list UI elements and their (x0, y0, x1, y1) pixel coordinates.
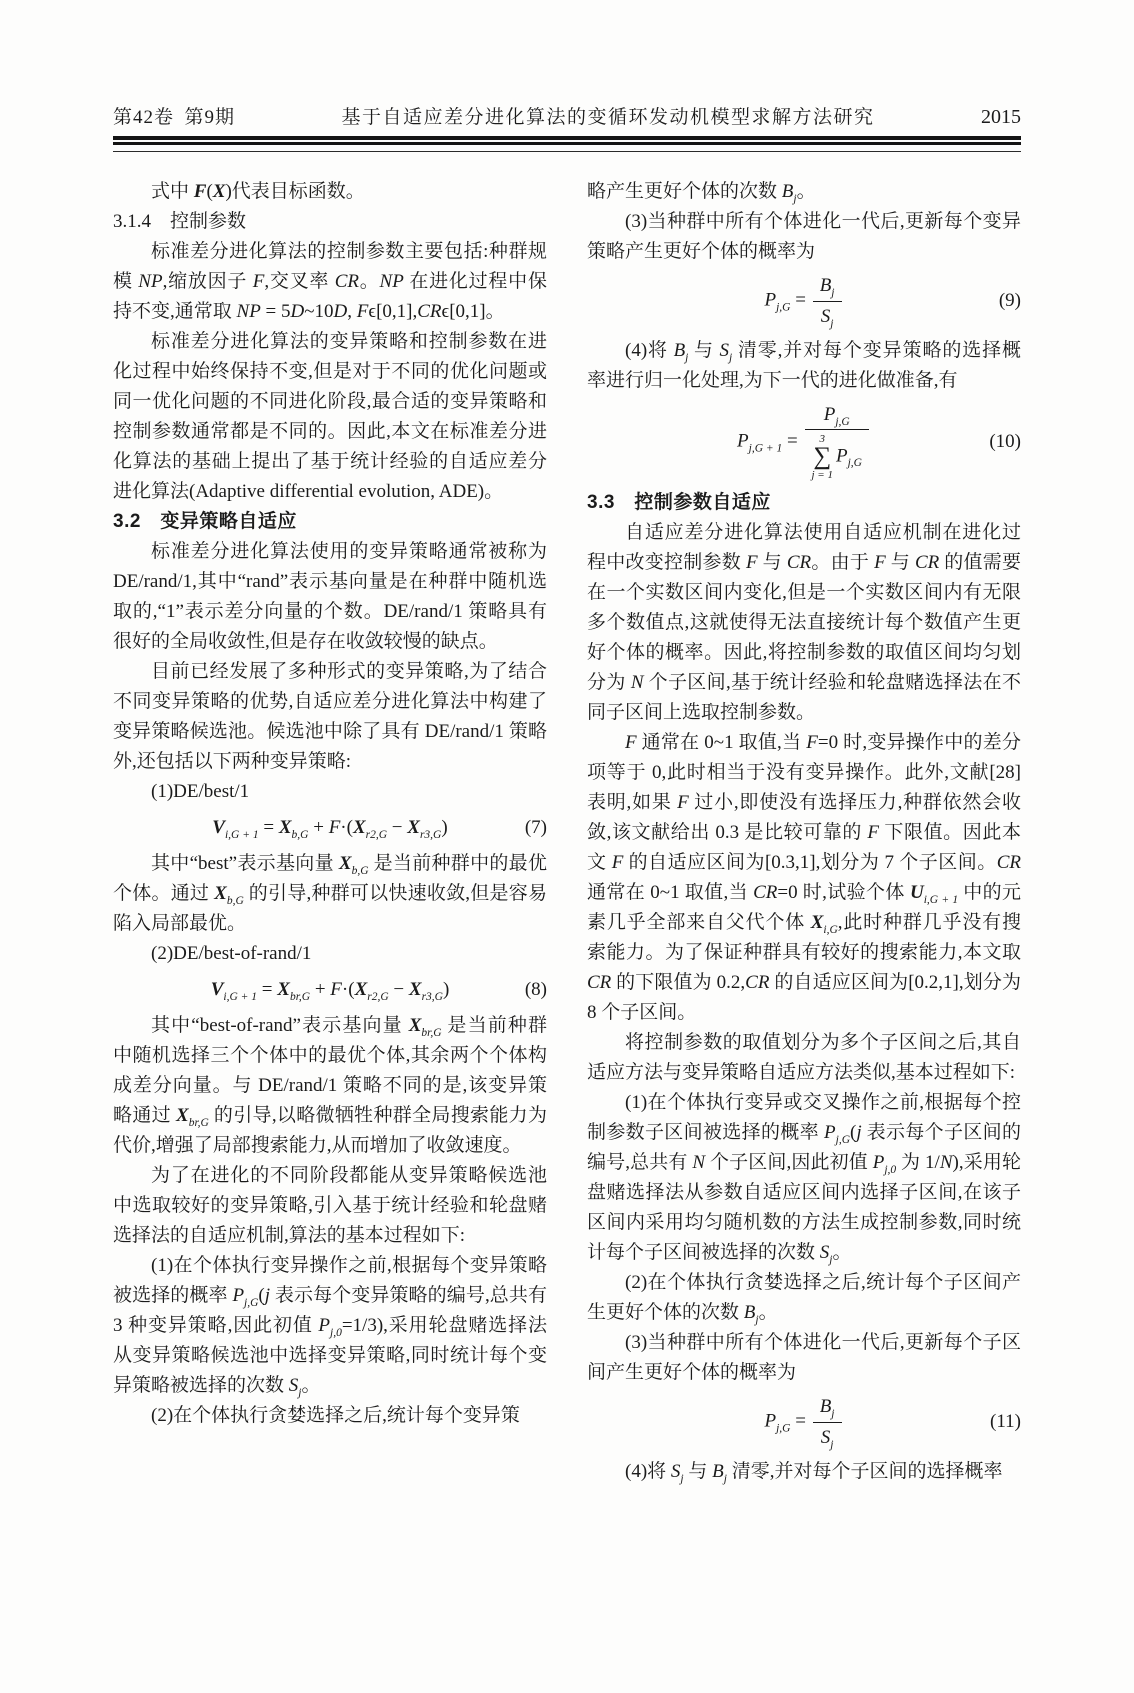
math-variable: CR (745, 972, 770, 994)
math-variable: P (835, 445, 848, 467)
fraction-numerator (805, 402, 869, 430)
paragraph: F 通常在 0~1 取值,当 F=0 时,变异操作中的差分项等于 0,此时相当于没有变异操作。此外,文献[28]表明,如果 F 过小,即使没有选择压力,种群依然会收敛,该文献给出 0.3 是比较可靠的 F 下限值。因此本文 F 的自适应区间为[0.3,1],划分为 7 个子区间。CR 通常在 0~1 取值,当 CR=0 时,试验个体 $U_{i,G + 1}$ 中的元素几乎全部来自父代个体 $X_{i,G}$,此时种群几乎没有搜索能力。为了保证种群具有较好的搜索能力,本文取 CR 的下限值为 0.2,CR 的自适应区间为[0.2,1],划分为 8 个子区间。 (587, 732, 1022, 1024)
math-subscript: i,G + 1 (923, 893, 959, 906)
math-variable: P (318, 1315, 330, 1336)
math-variable: CR (417, 301, 442, 322)
math-subscript: r3,G (421, 990, 443, 1003)
math-variable: F (330, 979, 342, 1000)
header-rule-thin (113, 151, 1021, 152)
math-variable: CR (334, 271, 359, 292)
math-subscript: r2,G (365, 828, 388, 841)
paragraph: 目前已经发展了多种形式的变异策略,为了结合不同变异策略的优势,自适应差分进化算法中构建了变异策略候选池。候选池中除了具有 DE/rand/1 策略外,还包括以下两种变异策略: (113, 661, 547, 772)
left-column (113, 177, 547, 1487)
math-subscript: r3,G (419, 828, 442, 841)
paragraph: (4)将 $S_j$ 与 $B_j$ 清零,并对每个子区间的选择概率 (625, 1460, 1003, 1485)
math-variable: CR (996, 852, 1021, 874)
math-subscript: b,G (291, 828, 309, 841)
math-variable: F (874, 552, 886, 574)
math-subscript: j,G (244, 1296, 259, 1309)
math-variable: P (824, 1122, 836, 1144)
math-variable: X (277, 979, 290, 1000)
paragraph: 其中“best-of-rand”表示基向量 $X_{br,G}$ 是当前种群中随机选择三个个体中的最优个体,其余两个个体构成差分向量。与 DE/rand/1 策略不同的是,该变异策略通过 $X_{br,G}$ 的引导,以略微牺牲种群全局搜索能力为代价,增强了局部搜索能力,从而增加了收敛速度。 (113, 1015, 547, 1156)
journal-page (0, 102, 1134, 1693)
equation (587, 267, 1021, 336)
paragraph: (2)在个体执行贪婪选择之后,统计每个子区间产生更好个体的次数 $B_j$。 (587, 1272, 1021, 1326)
math-variable: V (212, 817, 225, 838)
paragraph: 标准差分进化算法的变异策略和控制参数在进化过程中始终保持不变,但是对于不同的优化问题或同一优化问题的不同进化阶段,最合适的变异策略和控制参数通常都是不同的。因此,本文在标准差分进化算法的基础上提出了基于统计经验的自适应差分进化算法(Adaptive differential evolution, ADE)。 (113, 331, 547, 502)
paragraph: 将控制参数的取值划分为多个子区间之后,其自适应方法与变异策略自适应方法类似,基本过程如下: (587, 1032, 1021, 1084)
math-subscript: br,G (289, 990, 311, 1003)
math-subscript: j (685, 351, 689, 364)
math-fraction (805, 402, 869, 483)
math-variable: D (290, 301, 305, 322)
equation-math: $P_{j,G}$ = $\frac{B_j}{S_j}$ (764, 1394, 843, 1451)
math-subscript: j (680, 1472, 684, 1485)
section-heading: 3.2 变异策略自适应 (113, 511, 297, 532)
math-variable: F (677, 792, 689, 814)
math-variable: P (823, 403, 836, 425)
math-variable: CR (587, 972, 612, 994)
equation-math: $P_{j,G + 1}$ = $P_{j,G}$ 3 ∑ j = 1 $P_{j,G}$ (737, 402, 871, 483)
math-subscript: j,G (835, 1133, 850, 1146)
math-variable: S (820, 305, 831, 327)
math-subscript: j,G (847, 457, 862, 470)
math-variable: NP (138, 271, 163, 292)
section-heading: 3.1.4 控制参数 (113, 211, 247, 232)
math-variable: P (764, 289, 777, 311)
paragraph: (2)DE/best-of-rand/1 (151, 943, 312, 964)
equation-number: (9) (998, 290, 1021, 312)
math-subscript: b,G (226, 894, 244, 907)
math-variable: D (333, 301, 348, 322)
math-subscript: j,G (835, 415, 850, 428)
math-subscript: j (830, 317, 834, 330)
math-variable: N (692, 1152, 706, 1174)
math-subscript: j,0 (330, 1326, 342, 1339)
math-variable: F (356, 301, 369, 322)
math-variable: U (909, 882, 924, 904)
page-header (113, 102, 1021, 129)
fraction-denominator (813, 1422, 842, 1451)
equation (113, 969, 547, 1011)
equation (113, 807, 547, 849)
math-variable: j (856, 1122, 862, 1144)
equation (587, 1388, 1021, 1457)
math-subscript: j (831, 1407, 835, 1420)
math-fraction (813, 1394, 842, 1451)
math-variable: P (232, 1285, 245, 1306)
right-column (587, 177, 1021, 1487)
math-variable: X (408, 1015, 422, 1036)
math-variable: X (338, 853, 352, 874)
math-variable: F (328, 817, 341, 838)
math-subscript: j (831, 286, 835, 299)
paragraph: 略产生更好个体的次数 $B_j$。 (587, 181, 816, 205)
paragraph: (1)在个体执行变异操作之前,根据每个变异策略被选择的概率 $P_{j,G}(j$ 表示每个变异策略的编号,总共有 3 种变异策略,因此初值 $P_{j,0}=1/3$),采用轮盘赌选择法从变异策略候选池中选择变异策略,同时统计每个变异策略被选择的次数 $S_j$。 (113, 1255, 547, 1399)
math-variable: F (252, 271, 265, 292)
math-variable: B (743, 1302, 756, 1324)
math-variable: B (673, 339, 686, 361)
equation-number: (8) (524, 979, 547, 1000)
paragraph: 标准差分进化算法的控制参数主要包括:种群规模 NP,缩放因子 F,交叉率 CR。NP 在进化过程中保持不变,通常取 NP = 5D~10D, Fϵ[0,1],CRϵ[0,1]。 (113, 241, 547, 322)
fraction-denominator (805, 429, 869, 482)
math-subscript: r2,G (367, 990, 389, 1003)
math-variable: NP (379, 271, 404, 292)
math-variable: B (781, 181, 794, 202)
math-subscript: j (830, 1438, 834, 1451)
math-subscript: i,G + 1 (223, 990, 258, 1003)
header-year: 2015 (981, 106, 1021, 128)
math-subscript: j,G (776, 1422, 791, 1435)
math-variable: X (352, 817, 366, 838)
equation (587, 396, 1021, 489)
math-fraction (813, 273, 842, 330)
math-variable: X (214, 883, 227, 904)
math-subscript: j,G (776, 301, 791, 314)
math-variable: F (193, 181, 207, 202)
summation-lower-limit: j = 1 (811, 469, 833, 482)
sigma-glyph: ∑ (813, 443, 832, 471)
math-variable: S (719, 339, 730, 361)
math-subscript: b,G (351, 864, 369, 877)
math-variable: B (712, 1460, 724, 1482)
math-variable: S (288, 1375, 299, 1396)
math-variable: j (264, 1285, 271, 1306)
math-variable: X (407, 817, 420, 838)
paragraph: 式中 F(X)代表目标函数。 (151, 181, 365, 202)
math-variable: F (867, 822, 880, 844)
fraction-numerator (813, 273, 842, 301)
summation-symbol (812, 433, 833, 481)
equation-number: (7) (524, 817, 547, 838)
math-variable: X (278, 817, 292, 838)
paragraph: (1)在个体执行变异或交叉操作之前,根据每个控制参数子区间被选择的概率 $P_{j,G}(j$ 表示每个子区间的编号,总共有 N 个子区间,因此初值 $P_{j,0}$ 为 1/N),采用轮盘赌选择法从参数自适应区间内选择子区间,在该子区间内采用均匀随机数的方法生成控制参数,同时统计每个子区间被选择的次数 $S_j$。 (587, 1092, 1021, 1266)
math-subscript: j (298, 1386, 302, 1399)
paragraph: (1)DE/best/1 (151, 781, 250, 802)
math-variable: CR (914, 552, 940, 574)
header-rule (113, 136, 1021, 152)
math-variable: V (210, 979, 224, 1000)
math-variable: S (820, 1426, 831, 1448)
fraction-numerator (813, 1394, 842, 1422)
math-subscript: j (723, 1472, 727, 1485)
math-variable: X (212, 181, 226, 202)
equation-number: (11) (990, 1411, 1021, 1433)
math-variable: F (745, 552, 758, 574)
math-subscript: j (755, 1313, 759, 1326)
paragraph: 标准差分进化算法使用的变异策略通常被称为 DE/rand/1,其中“rand”表示基向量是在种群中随机选取的,“1”表示差分向量的个数。DE/rand/1 策略具有很好的全局收敛性,但是存在收敛较慢的缺点。 (113, 541, 547, 652)
math-subscript: j (829, 1253, 833, 1266)
math-variable: P (872, 1152, 885, 1174)
summation-upper-limit: 3 (819, 433, 825, 446)
article-body (113, 177, 1021, 1487)
math-subscript: j,0 (884, 1163, 897, 1176)
math-variable: X (810, 912, 824, 934)
math-subscript: br,G (188, 1116, 209, 1129)
paragraph: (3)当种群中所有个体进化一代后,更新每个子区间产生更好个体的概率为 (587, 1332, 1021, 1384)
paragraph: 其中“best”表示基向量 $X_{b,G}$ 是当前种群中的最优个体。通过 $X_{b,G}$ 的引导,种群可以快速收敛,但是容易陷入局部最优。 (113, 853, 547, 934)
math-variable: F (611, 852, 624, 874)
math-variable: S (819, 1242, 830, 1264)
math-variable: S (670, 1460, 681, 1482)
math-variable: N (939, 1152, 953, 1174)
math-variable: X (354, 979, 368, 1000)
paragraph: 自适应差分进化算法使用自适应机制在进化过程中改变控制参数 F 与 CR。由于 F 与 CR 的值需要在一个实数区间内变化,但是一个实数区间内有无限多个数值点,这就使得无法直接统计每个数值产生更好个体的概率。因此,将控制参数的取值区间均匀划分为 N 个子区间,基于统计经验和轮盘赌选择法在不同子区间上选取控制参数。 (587, 522, 1021, 724)
math-variable: B (819, 1396, 832, 1418)
math-variable: P (737, 430, 749, 452)
header-volume-issue: 第42卷 第9期 (113, 107, 236, 128)
equation-number: (10) (989, 430, 1021, 452)
math-subscript: j (793, 192, 797, 205)
paragraph: 为了在进化的不同阶段都能从变异策略候选池中选取较好的变异策略,引入基于统计经验和轮盘赌选择法的自适应机制,算法的基本过程如下: (113, 1165, 547, 1246)
math-subscript: j (729, 351, 733, 364)
equation-math: $V_{i,G + 1} = X_{br,G} + F\cdot(X_{r2,G} - X_{r3,G})$ (210, 979, 450, 1003)
fraction-denominator (813, 301, 842, 330)
equation-math: $V_{i,G + 1} = X_{b,G} + F\cdot(X_{r2,G} - X_{r3,G})$ (212, 817, 448, 841)
paragraph: (3)当种群中所有个体进化一代后,更新每个变异策略产生更好个体的概率为 (587, 211, 1021, 262)
paragraph: (2)在个体执行贪婪选择之后,统计每个变异策 (151, 1405, 520, 1426)
math-variable: B (819, 275, 832, 296)
paragraph: (4)将 $B_j$ 与 $S_j$ 清零,并对每个变异策略的选择概率进行归一化处理,为下一代的进化做准备,有 (587, 339, 1021, 391)
equation-math: $P_{j,G}$ = $\frac{B_j}{S_j}$ (764, 273, 843, 330)
math-variable: CR (786, 552, 812, 574)
math-variable: NP (236, 301, 261, 322)
math-variable: F (806, 732, 818, 754)
math-variable: P (764, 1410, 777, 1432)
math-variable: CR (753, 882, 778, 904)
header-running-title: 基于自适应差分进化算法的变循环发动机模型求解方法研究 (341, 107, 875, 128)
math-subscript: i,G (823, 923, 838, 936)
math-variable: F (625, 732, 637, 754)
math-variable: X (408, 979, 422, 1000)
math-variable: N (630, 672, 644, 694)
section-heading: 3.3 控制参数自适应 (587, 492, 771, 514)
math-subscript: j,G + 1 (748, 442, 783, 454)
math-subscript: br,G (421, 1026, 442, 1039)
math-variable: X (176, 1105, 189, 1126)
math-subscript: i,G + 1 (224, 828, 259, 841)
